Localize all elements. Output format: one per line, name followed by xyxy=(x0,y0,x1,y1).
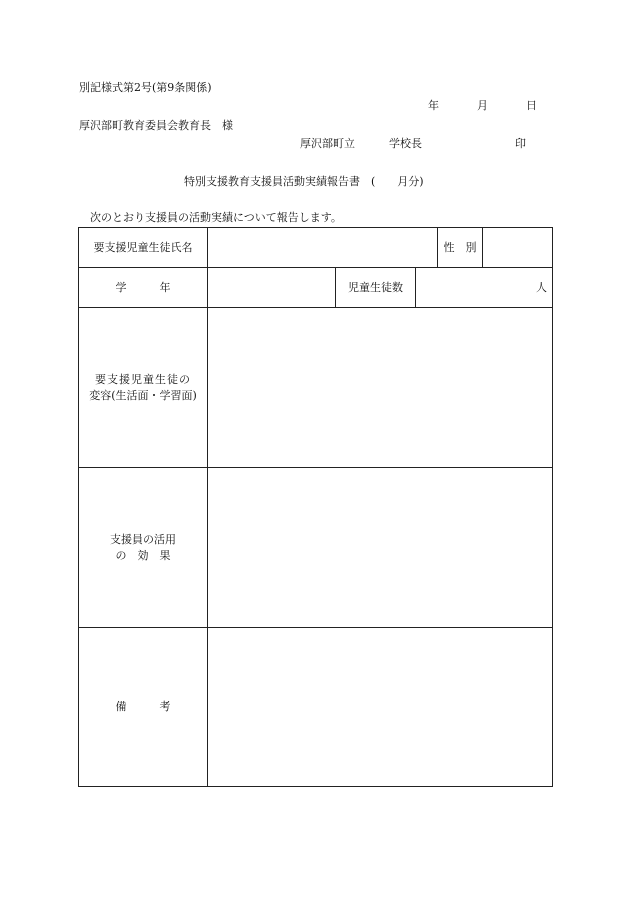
effect-label-line1: 支援員の活用 xyxy=(110,532,176,546)
remarks-label: 備 考 xyxy=(79,628,208,787)
changes-label-line2: 変容(生活面・学習面) xyxy=(89,388,197,402)
row-effect xyxy=(79,468,553,628)
sender-town: 厚沢部町立 xyxy=(300,137,355,150)
changes-label-line1: 要支援児童生徒の xyxy=(95,372,191,386)
effect-field[interactable] xyxy=(208,468,553,628)
student-name-label: 要支援児童生徒氏名 xyxy=(79,228,208,268)
student-count-unit: 人 xyxy=(536,280,548,294)
student-count-field[interactable] xyxy=(416,268,553,308)
document-title: 特別支援教育支援員活動実績報告書 ( 月分) xyxy=(184,175,424,188)
remarks-field[interactable] xyxy=(208,628,553,787)
addressee: 厚沢部町教育委員会教育長 様 xyxy=(79,119,233,132)
intro-text: 次のとおり支援員の活動実績について報告します。 xyxy=(90,211,342,224)
grade-field[interactable] xyxy=(208,268,336,308)
student-name-field[interactable] xyxy=(208,228,438,268)
sender-principal: 学校長 xyxy=(389,137,422,150)
effect-label-line2: の 効 果 xyxy=(115,548,171,562)
report-table xyxy=(78,227,553,787)
sender-line xyxy=(300,137,526,151)
date-day-label: 日 xyxy=(526,99,537,112)
changes-label xyxy=(79,308,208,468)
effect-label xyxy=(79,468,208,628)
grade-label: 学 年 xyxy=(79,268,208,308)
seal-mark: 印 xyxy=(515,137,526,150)
row-student-name xyxy=(79,228,553,268)
date-month-label: 月 xyxy=(477,99,488,112)
gender-label: 性 別 xyxy=(438,228,483,268)
form-number: 別記様式第2号(第9条関係) xyxy=(79,81,212,94)
row-remarks xyxy=(79,628,553,787)
row-changes xyxy=(79,308,553,468)
student-count-label: 児童生徒数 xyxy=(336,268,416,308)
gender-field[interactable] xyxy=(483,228,553,268)
row-grade xyxy=(79,268,553,308)
date-line xyxy=(428,99,537,113)
changes-field[interactable] xyxy=(208,308,553,468)
date-year-label: 年 xyxy=(428,99,439,112)
